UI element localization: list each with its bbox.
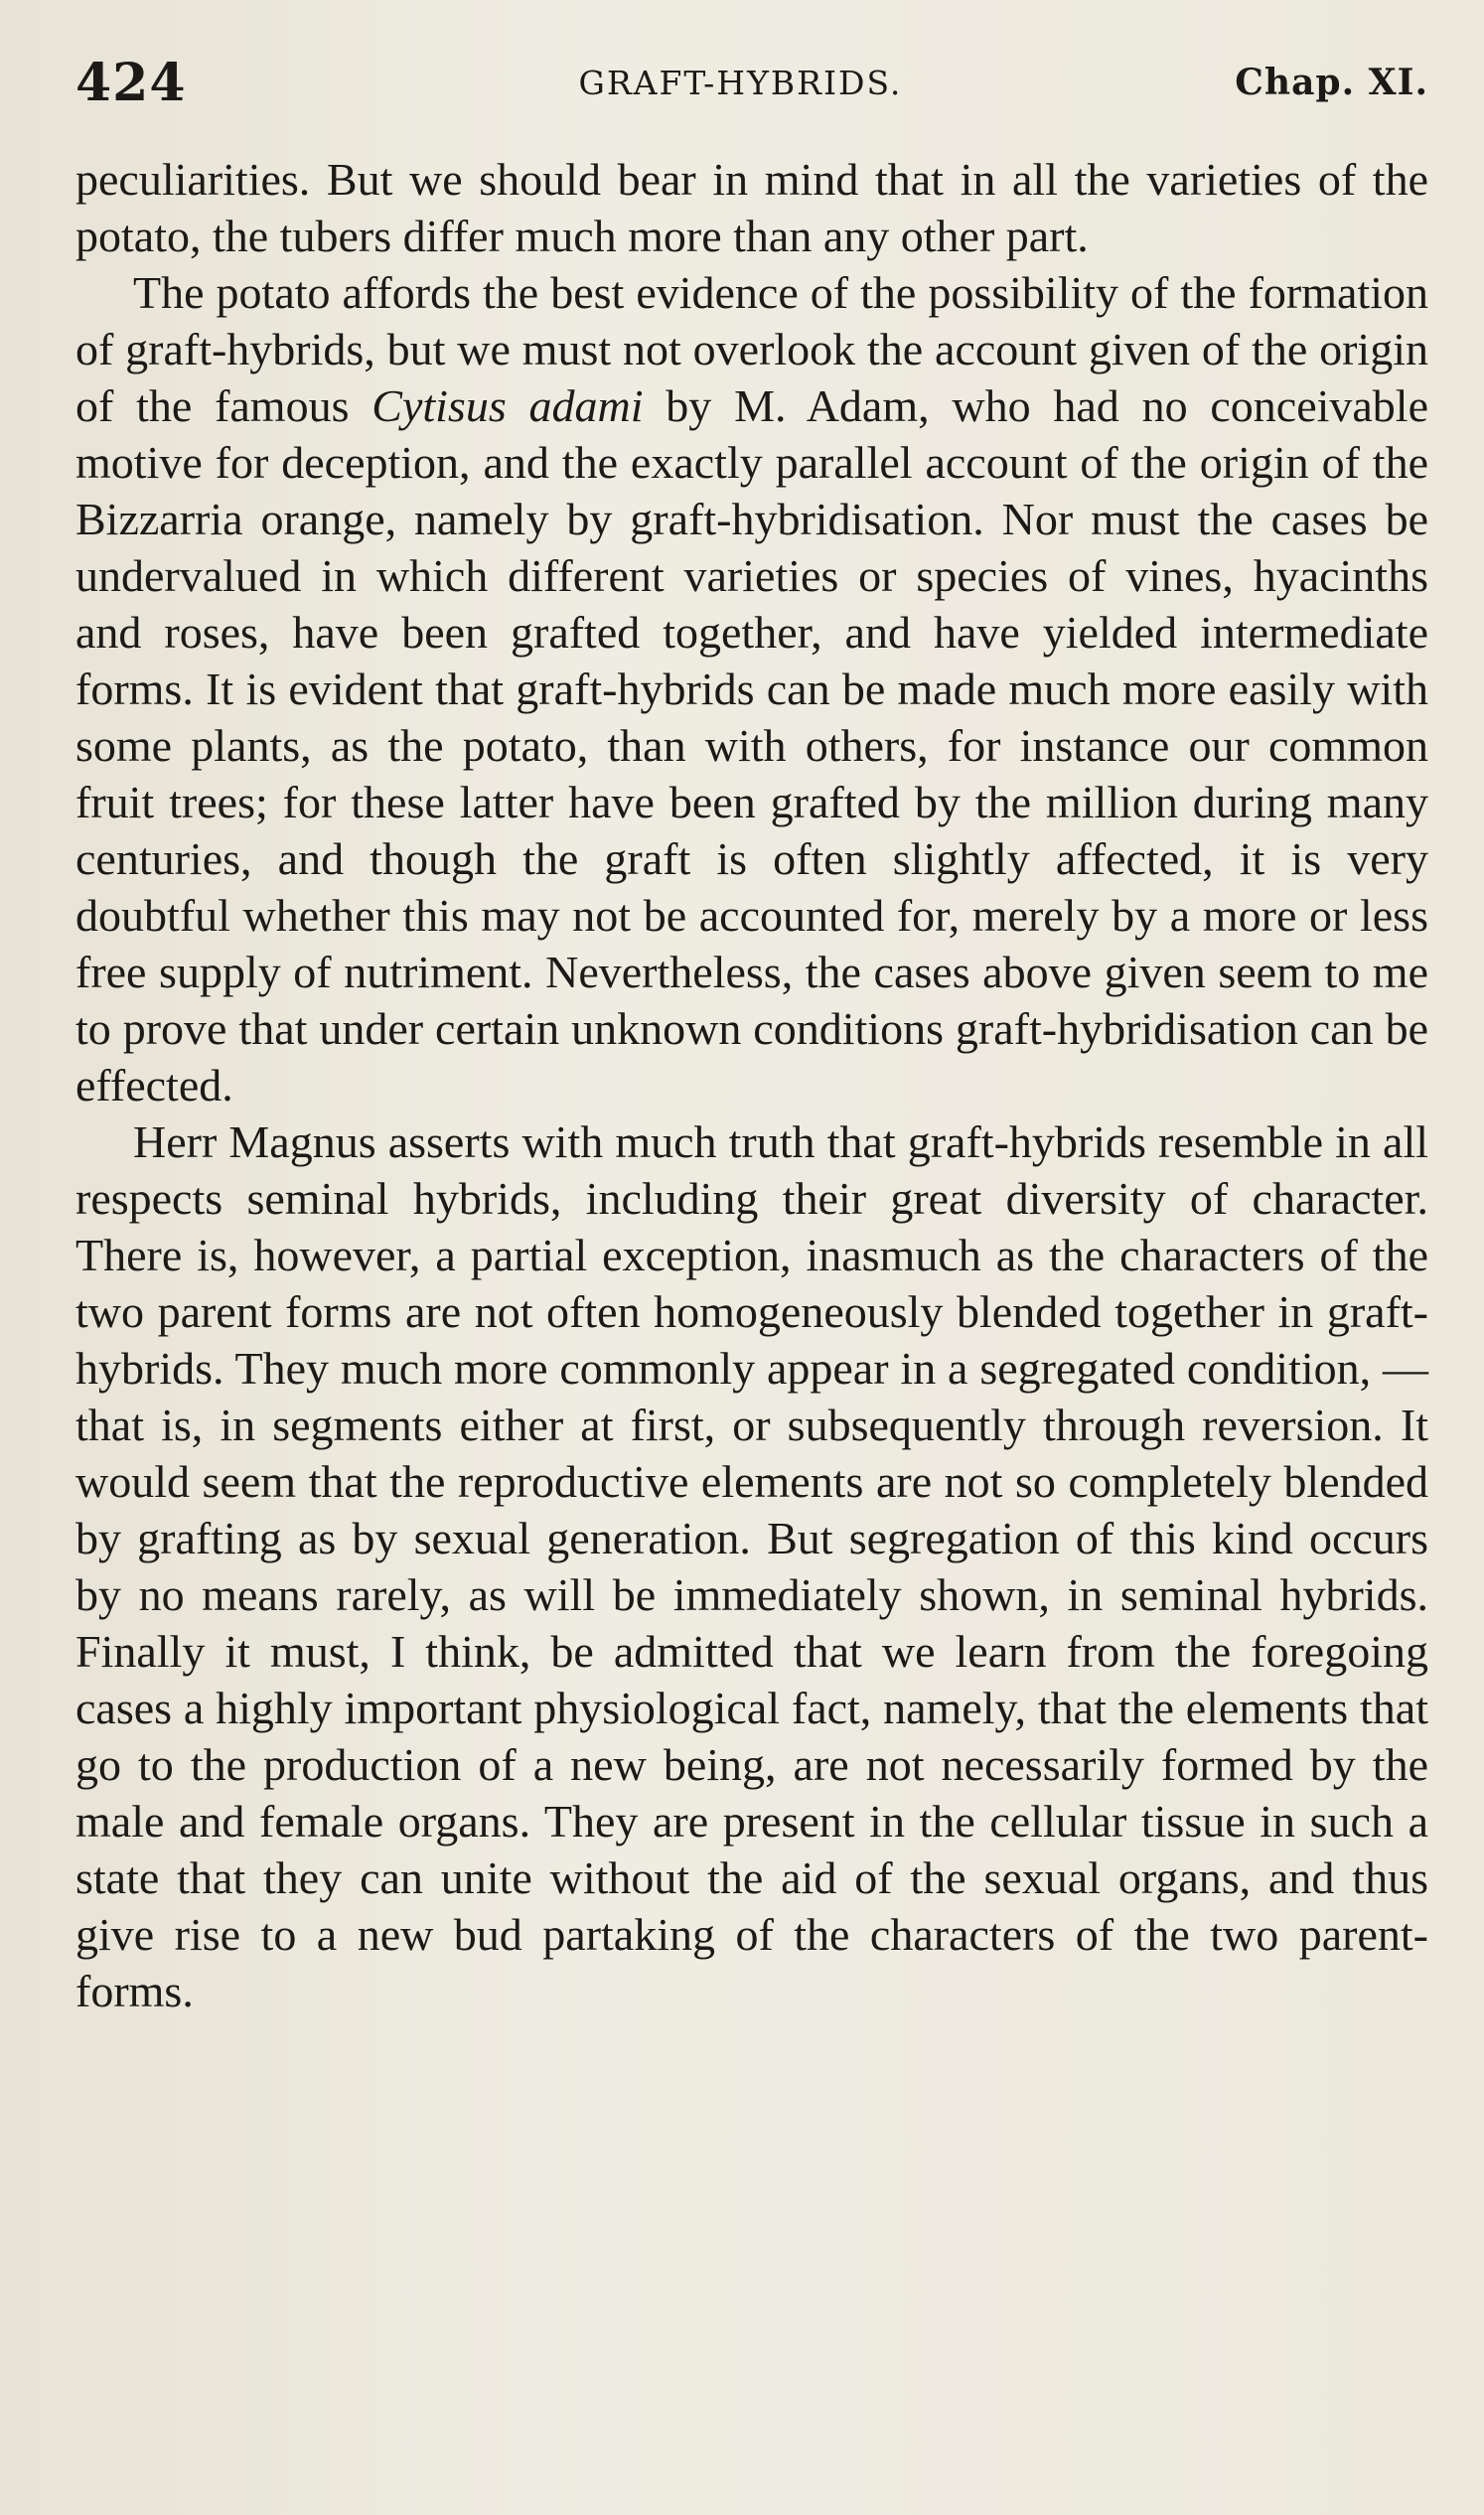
body-text <box>75 151 1428 2019</box>
page-header <box>75 48 1428 117</box>
paragraph-2-text-after: by M. Adam, who had no conceivable motive for deception, and the exactly parallel account of the origin of the Bizzarria orange, namely by graft-hybridisation. Nor must the cases be undervalued in which different varieties or species of vines, hyacinths and roses, have been grafted together, and have yielded intermediate forms. It is evident that graft-hybrids can be made much more easily with some plants, as the potato, than with others, for instance our common fruit trees; for these latter have been grafted by the million during many centuries, and though the graft is often slightly affected, it is very doubtful whether this may not be accounted for, merely by a more or less free supply of nutriment. Nevertheless, the cases above given seem to me to prove that under certain unknown conditions graft-hybridisation can be effected. <box>75 380 1429 1110</box>
paragraph-3: Herr Magnus asserts with much truth that graft-hybrids resemble in all respects seminal hybrids, including their great diversity of character. There is, however, a partial exception, inasmuch as the characters of the two parent forms are not often homogeneously blended together in graft-hybrids. They much more commonly appear in a segregated condition, —that is, in segments either at first, or subsequently through reversion. It would seem that the reproductive elements are not so completely blended by grafting as by sexual generation. But segregation of this kind occurs by no means rarely, as will be immediately shown, in seminal hybrids. Finally it must, I think, be admitted that we learn from the foregoing cases a highly important physiological fact, namely, that the elements that go to the production of a new being, are not necessarily formed by the male and female organs. They are present in the cellular tissue in such a state that they can unite without the aid of the sexual organs, and thus give rise to a new bud partaking of the characters of the two parent-forms. <box>75 1116 1428 2016</box>
paragraph-1: peculiarities. But we should bear in mind that in all the varieties of the potato, the tubers differ much more than any other part. <box>75 154 1428 261</box>
species-name: Cytisus adami <box>371 380 644 431</box>
running-title: GRAFT-HYBRIDS. <box>578 63 903 102</box>
page-number: 424 <box>75 52 187 113</box>
chapter-label: Chap. XI. <box>1235 62 1428 103</box>
paragraph-2-text-before: The potato affords the best evidence of the possibility of the formation of graft-hybrids, but we must not overlook the account given of the origin of the famous <box>75 267 1428 431</box>
paragraph-2 <box>75 264 1428 1113</box>
